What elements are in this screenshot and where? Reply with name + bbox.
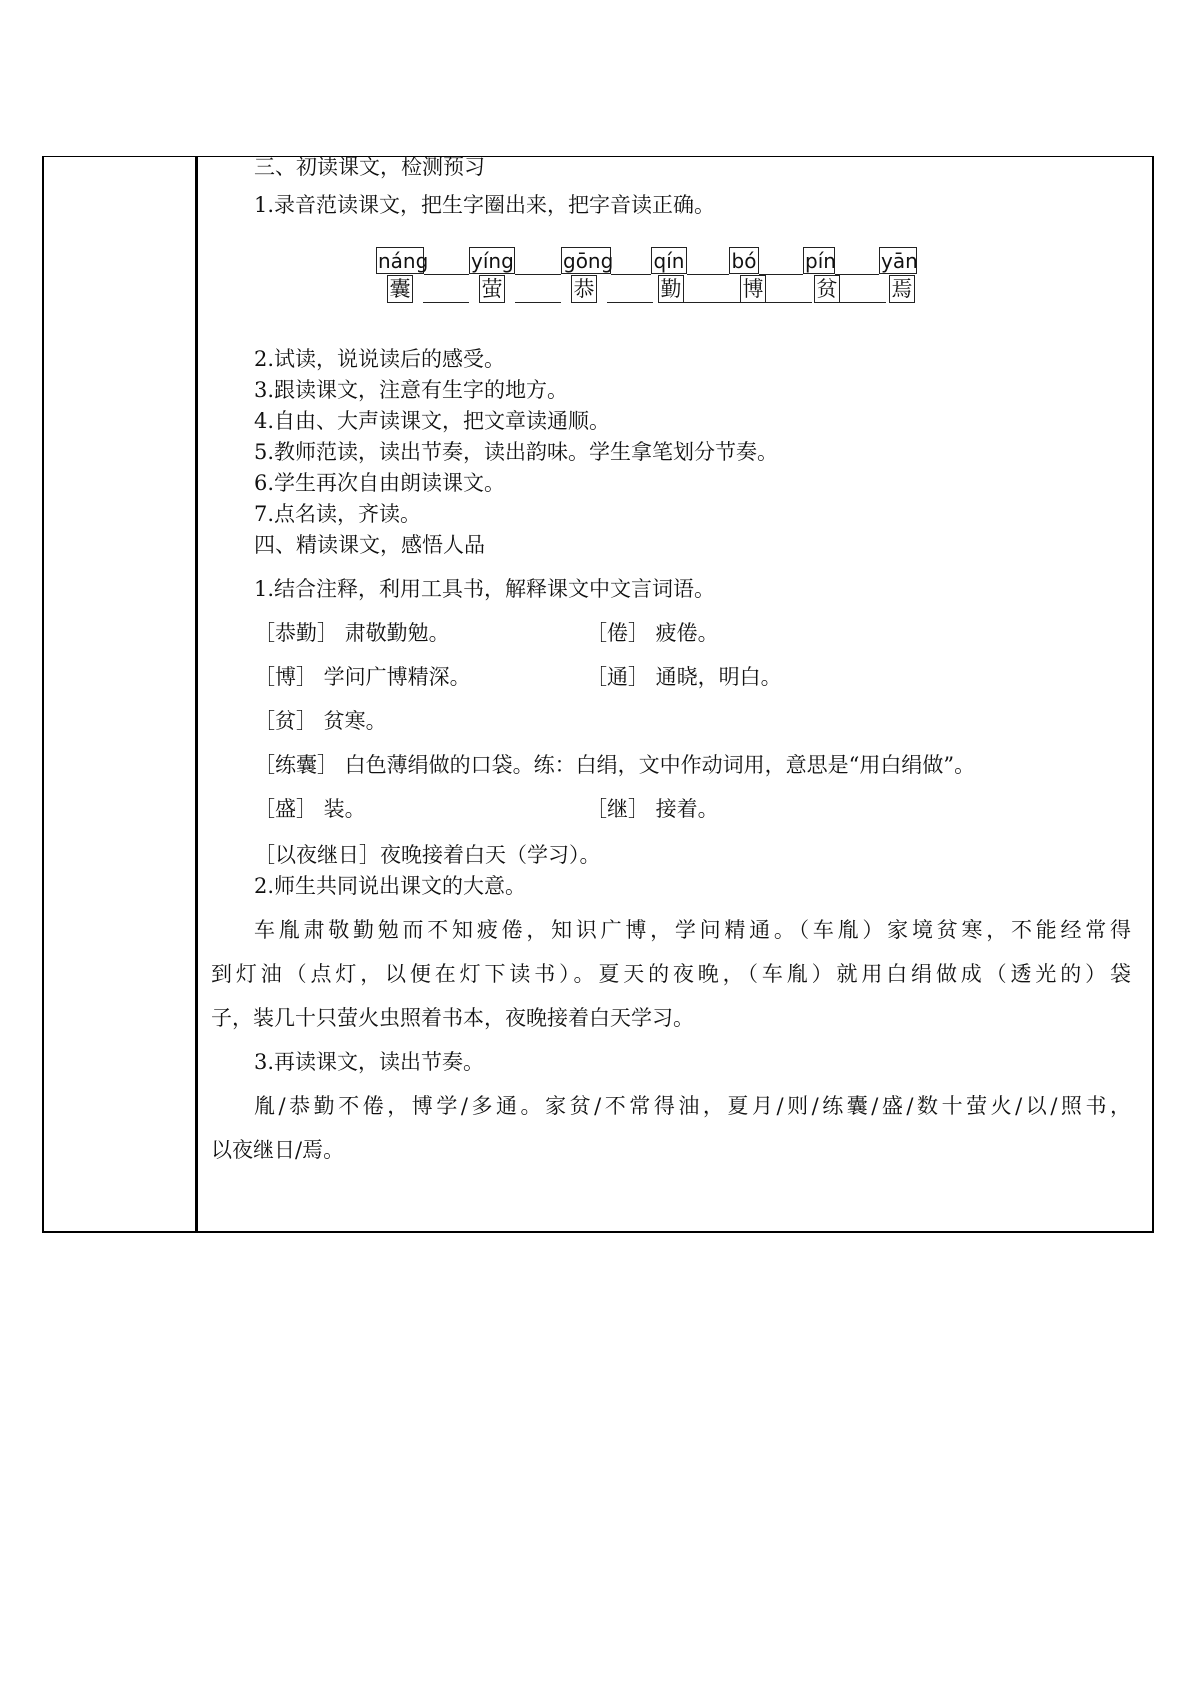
rhythm-line: 胤/恭勤不倦，博学/多通。家贫/不常得油，夏月/则/练囊/盛/数十萤火/以/照书， <box>254 1094 1131 1118</box>
pinyin-exercise <box>201 247 1191 307</box>
glossary-liannang: ［练囊］ 白色薄绢做的口袋。练：白绢，文中作动词用，意思是“用白绢做”。 <box>254 753 976 777</box>
section3-item6: 6.学生再次自由朗读课文。 <box>254 471 506 495</box>
glossary-sheng: ［盛］ 装。 <box>254 797 366 821</box>
pinyin-box: yíng <box>471 249 514 273</box>
glossary-tong: ［通］ 通晓，明白。 <box>586 665 782 689</box>
section3-item2: 2.试读，说说读后的感受。 <box>254 347 506 371</box>
table-left-column <box>44 157 198 1231</box>
hanzi-blank-line <box>766 302 812 303</box>
section3-item5: 5.教师范读，读出节奏，读出韵味。学生拿笔划分节奏。 <box>254 440 779 464</box>
section4-item3: 3.再读课文，读出节奏。 <box>254 1050 485 1074</box>
hanzi-blank-line <box>607 302 653 303</box>
pinyin-blank-line <box>515 274 561 275</box>
section3-item1: 1.录音范读课文，把生字圈出来，把字音读正确。 <box>254 193 716 217</box>
hanzi-box: 博 <box>740 275 766 303</box>
pinyin-box: bó <box>729 247 759 274</box>
hanzi-box: 萤 <box>479 275 505 303</box>
lesson-table <box>42 156 1154 1233</box>
section4-item1: 1.结合注释，利用工具书，解释课文中文言词语。 <box>254 577 716 601</box>
table-content-cell <box>201 157 1152 1231</box>
pinyin-box: pín <box>805 249 836 273</box>
glossary-juan: ［倦］ 疲倦。 <box>586 621 719 645</box>
section3-item4: 4.自由、大声读课文，把文章读通顺。 <box>254 409 611 433</box>
hanzi-box: 焉 <box>889 275 915 303</box>
section3-heading: 三、初读课文，检测预习 <box>254 155 485 179</box>
glossary-yiyejiri: ［以夜继日］夜晚接着白天（学习）。 <box>254 843 601 867</box>
meaning-line: 到灯油（点灯，以便在灯下读书）。夏天的夜晚，（车胤）就用白绢做成（透光的）袋 <box>211 962 1131 986</box>
glossary-bo: ［博］ 学问广博精深。 <box>254 665 471 689</box>
hanzi-box: 囊 <box>387 275 413 303</box>
section4-item2: 2.师生共同说出课文的大意。 <box>254 874 527 898</box>
hanzi-box: 勤 <box>658 275 684 303</box>
pinyin-box: qín <box>651 247 687 274</box>
glossary-pin: ［贫］ 贫寒。 <box>254 709 387 733</box>
hanzi-box: 贫 <box>814 275 840 303</box>
pinyin-blank-line <box>835 274 879 275</box>
section3-item7: 7.点名读，齐读。 <box>254 502 422 526</box>
section4-heading: 四、精读课文，感悟人品 <box>254 533 485 557</box>
pinyin-blank-line <box>611 274 651 275</box>
section3-item3: 3.跟读课文，注意有生字的地方。 <box>254 378 569 402</box>
rhythm-line: 以夜继日/焉。 <box>211 1138 345 1162</box>
meaning-line: 车胤肃敬勤勉而不知疲倦，知识广博，学问精通。（车胤）家境贫寒，不能经常得 <box>254 918 1131 942</box>
pinyin-box: náng <box>378 249 429 273</box>
hanzi-blank-line <box>423 302 469 303</box>
pinyin-box: gōng <box>563 249 614 273</box>
hanzi-blank-line <box>684 302 740 303</box>
hanzi-blank-line <box>840 302 886 303</box>
glossary-ji: ［继］ 接着。 <box>586 797 719 821</box>
meaning-line: 子，装几十只萤火虫照着书本，夜晚接着白天学习。 <box>211 1006 694 1030</box>
hanzi-blank-line <box>515 302 561 303</box>
pinyin-box: yān <box>881 249 918 273</box>
pinyin-blank-line <box>424 274 469 275</box>
hanzi-box: 恭 <box>571 275 597 303</box>
pinyin-blank-line <box>687 274 729 275</box>
glossary-gongqin: ［恭勤］ 肃敬勤勉。 <box>254 621 450 645</box>
